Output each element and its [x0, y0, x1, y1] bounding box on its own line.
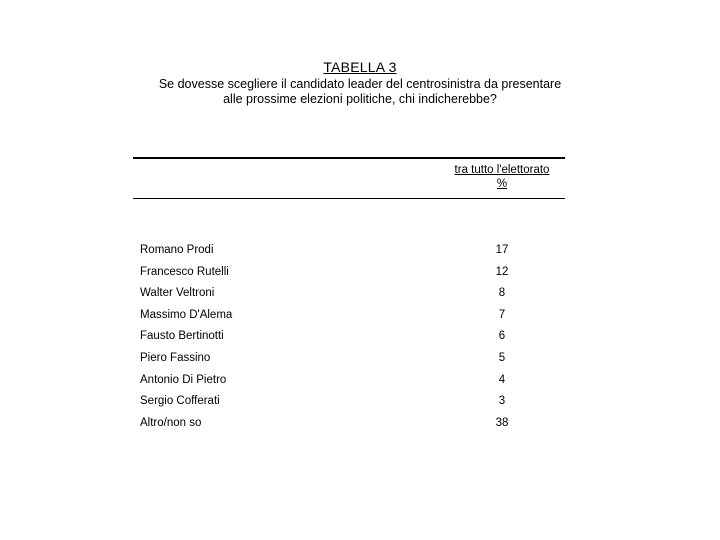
column-header-label: tra tutto l'elettorato	[454, 164, 550, 176]
table-row	[0, 392, 720, 414]
subtitle-line-2: alle prossime elezioni politiche, chi indicherebbe?	[223, 92, 497, 106]
row-label: Walter Veltroni	[140, 287, 215, 300]
table-body	[0, 241, 720, 435]
row-label: Piero Fassino	[140, 351, 211, 364]
row-value: 7	[498, 308, 506, 321]
row-value: 5	[498, 351, 506, 364]
row-value: 8	[498, 287, 506, 300]
table-subtitle	[120, 77, 600, 107]
table-row	[0, 349, 720, 371]
table-row	[0, 327, 720, 349]
row-label: Francesco Rutelli	[140, 265, 229, 278]
table-top-rule	[133, 157, 565, 159]
table-header-rule	[133, 198, 565, 199]
row-label: Romano Prodi	[140, 244, 214, 256]
row-label: Altro/non so	[140, 416, 202, 429]
table-title: TABELLA 3	[323, 59, 397, 75]
row-value: 4	[498, 373, 506, 386]
table-row	[0, 306, 720, 328]
table-row	[0, 414, 720, 436]
row-label: Massimo D'Alema	[140, 308, 233, 321]
table-row	[0, 284, 720, 306]
table-row	[0, 241, 720, 263]
column-header	[438, 163, 566, 191]
table-row	[0, 263, 720, 285]
subtitle-line-1: Se dovesse scegliere il candidato leader del centrosinistra da presentare	[158, 77, 562, 91]
row-value: 38	[495, 416, 509, 429]
row-label: Fausto Bertinotti	[140, 330, 224, 343]
row-value: 6	[498, 330, 506, 343]
row-value: 3	[498, 395, 506, 408]
row-label: Sergio Cofferati	[140, 395, 220, 408]
row-value: 12	[495, 265, 509, 278]
row-label: Antonio Di Pietro	[140, 373, 227, 386]
row-value: 17	[495, 244, 509, 256]
column-header-unit: %	[496, 178, 508, 190]
table-row	[0, 371, 720, 393]
